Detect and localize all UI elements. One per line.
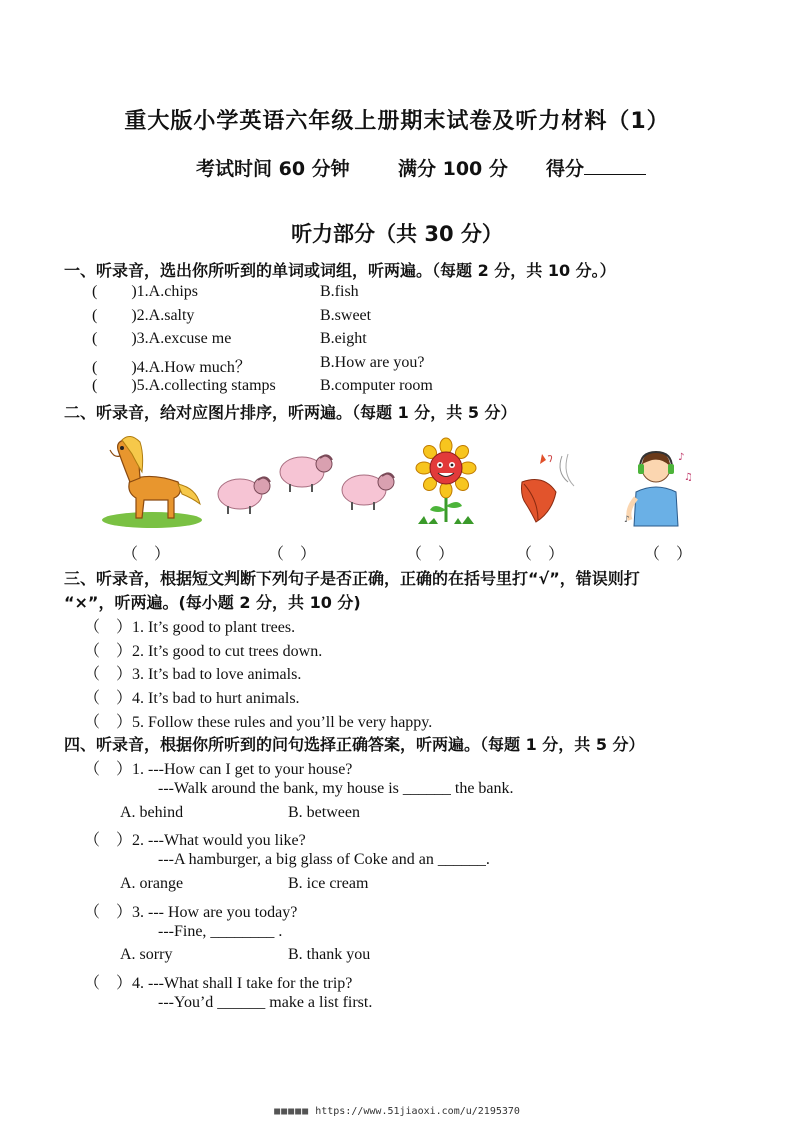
boy-listening-icon xyxy=(622,446,698,528)
part4-question xyxy=(84,970,352,993)
part4-heading: 四、听录音，根据你所听到的问句选择正确答案，听两遍。（每题 1 分，共 5 分） xyxy=(64,735,645,754)
option-b: B.fish xyxy=(320,283,359,300)
answer-paren[interactable]: （ ） xyxy=(84,975,133,992)
answer-paren[interactable]: （ ） xyxy=(84,643,133,660)
part3-item xyxy=(84,685,300,708)
option-a: )2.A.salty xyxy=(131,307,195,324)
statement-text: 1. It’s good to plant trees. xyxy=(132,619,296,636)
answer-paren[interactable]: ( xyxy=(92,283,98,300)
option-b: B. thank you xyxy=(288,946,371,963)
option-a: )5.A.collecting stamps xyxy=(131,377,276,394)
answer-paren[interactable]: ( xyxy=(92,330,98,347)
option-b: B.eight xyxy=(320,330,367,347)
question-text: 4. ---What shall I take for the trip? xyxy=(132,975,353,992)
picture-answer-bracket[interactable]: （ ） xyxy=(644,546,693,563)
exam-time: 考试时间 60 分钟 xyxy=(196,158,350,180)
sheep-icon xyxy=(214,450,414,518)
answer-paren[interactable]: ( xyxy=(92,377,98,394)
answer-text: ---A hamburger, a big glass of Coke and an ______. xyxy=(158,851,490,868)
part1-heading: 一、听录音，选出你所听到的单词或词组，听两遍。（每题 2 分，共 10 分。） xyxy=(64,261,616,280)
option-b: B.How are you? xyxy=(320,354,425,371)
option-a: )3.A.excuse me xyxy=(131,330,232,347)
part1-item[interactable] xyxy=(92,330,231,348)
svg-text:♪: ♪ xyxy=(624,515,630,525)
statement-text: 5. Follow these rules and you’ll be very happy. xyxy=(132,714,433,731)
part1-item[interactable] xyxy=(92,283,198,301)
answer-paren[interactable]: （ ） xyxy=(84,714,133,731)
sunflower-icon xyxy=(408,440,484,526)
score-blank[interactable] xyxy=(584,156,646,175)
picture-answer-bracket[interactable]: （ ） xyxy=(406,546,455,563)
sheep-3 xyxy=(342,473,394,510)
footer-url-link[interactable]: https://www.51jiaoxi.com/u/2195370 xyxy=(315,1106,520,1117)
score-label: 得分 xyxy=(546,158,585,180)
answer-text: ---You’d ______ make a list first. xyxy=(158,994,373,1011)
horse-icon xyxy=(100,432,204,532)
part4-question xyxy=(84,827,306,850)
footer-logo-dots: ■■■■■ xyxy=(274,1106,310,1117)
answer-text: ---Walk around the bank, my house is ______ the bank. xyxy=(158,780,514,797)
answer-paren[interactable]: ( xyxy=(92,359,98,376)
page-footer xyxy=(0,1106,794,1117)
part1-item[interactable] xyxy=(92,377,276,395)
option-a: A. behind xyxy=(120,804,184,821)
option-a: A. sorry xyxy=(120,946,173,963)
falling-leaf-icon xyxy=(516,452,580,524)
part1-item[interactable] xyxy=(92,354,251,377)
part4-question xyxy=(84,756,352,779)
full-score: 满分 100 分 xyxy=(398,158,508,180)
part3-item xyxy=(84,661,301,684)
listening-section-title: 听力部分（共 30 分） xyxy=(291,222,503,246)
answer-text: ---Fine, ________ . xyxy=(158,923,283,940)
picture-answer-bracket[interactable]: （ ） xyxy=(516,546,565,563)
part1-item[interactable] xyxy=(92,307,194,325)
answer-paren[interactable]: （ ） xyxy=(84,832,133,849)
question-text: 3. --- How are you today? xyxy=(132,904,298,921)
option-a: A. orange xyxy=(120,875,184,892)
part3-item xyxy=(84,614,295,637)
option-b: B. between xyxy=(288,804,360,821)
option-a: )1.A.chips xyxy=(131,283,198,300)
page-title: 重大版小学英语六年级上册期末试卷及听力材料（1） xyxy=(124,109,670,134)
statement-text: 4. It’s bad to hurt animals. xyxy=(132,690,300,707)
answer-paren[interactable]: ( xyxy=(92,307,98,324)
part3-heading-line2: “×”，听两遍。(每小题 2 分，共 10 分) xyxy=(64,593,361,612)
question-text: 1. ---How can I get to your house? xyxy=(132,761,353,778)
part3-item xyxy=(84,709,432,732)
svg-text:♪: ♪ xyxy=(678,452,685,463)
answer-paren[interactable]: （ ） xyxy=(84,690,133,707)
option-b: B.computer room xyxy=(320,377,433,394)
part4-question xyxy=(84,899,297,922)
answer-paren[interactable]: （ ） xyxy=(84,761,133,778)
picture-answer-bracket[interactable]: （ ） xyxy=(122,546,171,563)
answer-paren[interactable]: （ ） xyxy=(84,619,133,636)
score-field[interactable] xyxy=(546,154,646,181)
statement-text: 2. It’s good to cut trees down. xyxy=(132,643,323,660)
answer-paren[interactable]: （ ） xyxy=(84,904,133,921)
part2-heading: 二、听录音，给对应图片排序，听两遍。（每题 1 分，共 5 分） xyxy=(64,403,517,422)
picture-answer-bracket[interactable]: （ ） xyxy=(268,546,317,563)
option-b: B. ice cream xyxy=(288,875,369,892)
option-a: )4.A.How much？ xyxy=(131,359,251,376)
option-b: B.sweet xyxy=(320,307,372,324)
question-text: 2. ---What would you like? xyxy=(132,832,306,849)
svg-text:♫: ♫ xyxy=(684,472,693,483)
part3-item xyxy=(84,638,322,661)
sheep-2 xyxy=(280,455,332,492)
answer-paren[interactable]: （ ） xyxy=(84,666,133,683)
sheep-1 xyxy=(218,477,270,514)
statement-text: 3. It’s bad to love animals. xyxy=(132,666,302,683)
part3-heading-line1: 三、听录音，根据短文判断下列句子是否正确，正确的在括号里打“√”，错误则打 xyxy=(64,569,640,588)
